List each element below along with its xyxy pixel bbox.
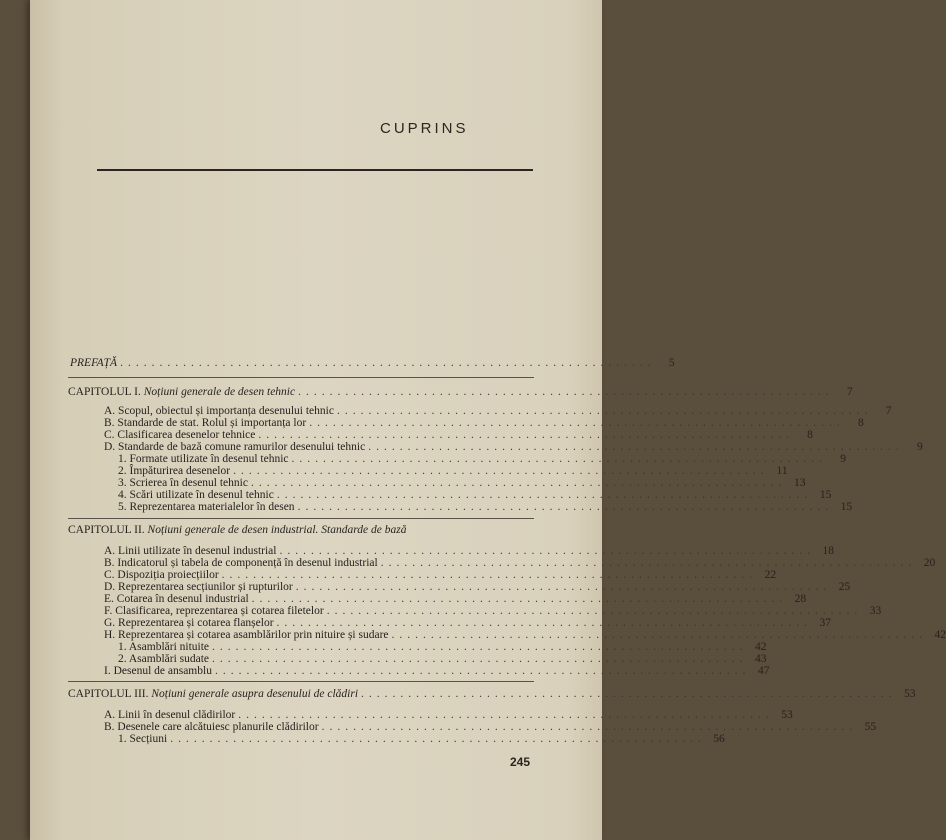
leader-dots: .................................................................... bbox=[291, 453, 828, 465]
toc-entry-title: I. Desenul de ansamblu bbox=[104, 665, 212, 677]
toc-chapter-label: CAPITOLUL I. bbox=[68, 386, 144, 398]
toc-entry bbox=[104, 569, 777, 581]
toc-entry bbox=[104, 721, 877, 733]
toc-entry-title: C. Clasificarea desenelor tehnice bbox=[104, 429, 256, 441]
toc-entry-title: D. Standarde de bază comune ramurilor desenului tehnic bbox=[104, 441, 366, 453]
leader-dots: .................................................................... bbox=[221, 569, 758, 581]
toc-page-number: 9 bbox=[840, 453, 847, 465]
leader-dots: .................................................................... bbox=[391, 629, 928, 641]
toc-entry-title: 3. Scrierea în desenul tehnic bbox=[118, 477, 248, 489]
toc-entry bbox=[68, 688, 916, 700]
page-title: CUPRINS bbox=[380, 120, 469, 137]
toc-entry-title: 1. Formate utilizate în desenul tehnic bbox=[118, 453, 289, 465]
toc-entry bbox=[118, 465, 788, 477]
toc-entry-title: A. Scopul, obiectul și importanța desenului tehnic bbox=[104, 405, 334, 417]
toc-entry bbox=[118, 489, 832, 501]
toc-entry bbox=[104, 429, 813, 441]
toc-page-number: 8 bbox=[807, 429, 813, 441]
toc-page-number: 25 bbox=[838, 581, 851, 593]
leader-dots: .................................................................... bbox=[212, 653, 748, 665]
toc-entry-title: 2. Asamblări sudate bbox=[118, 653, 210, 665]
leader-dots: .................................................................... bbox=[276, 489, 813, 501]
leader-dots: .................................................................... bbox=[170, 733, 706, 745]
toc-entry bbox=[104, 545, 834, 557]
toc-entry bbox=[104, 629, 946, 641]
toc-entry bbox=[70, 357, 675, 369]
toc-entry-title: 2. Împăturirea desenelor bbox=[118, 465, 231, 477]
leader-dots: .................................................................... bbox=[326, 605, 863, 617]
toc-chapter-title: Noțiuni generale asupra desenului de clădiri bbox=[151, 688, 359, 700]
leader-dots: .................................................................... bbox=[336, 405, 873, 417]
leader-dots: .................................................................... bbox=[251, 593, 788, 605]
leader-dots: .................................................................... bbox=[258, 429, 794, 441]
toc-page-number: 47 bbox=[757, 665, 770, 677]
toc-entry bbox=[118, 453, 847, 465]
leader-dots: .................................................................... bbox=[250, 477, 787, 489]
toc-page-number: 18 bbox=[822, 545, 834, 557]
leader-dots: .................................................................... bbox=[233, 465, 769, 477]
leader-dots: .................................................................... bbox=[214, 665, 751, 677]
toc-page-number: 7 bbox=[885, 405, 892, 417]
toc-page-number: 8 bbox=[857, 417, 864, 429]
toc-entry-title: 4. Scări utilizate în desenul tehnic bbox=[118, 489, 274, 501]
toc-page-number: 33 bbox=[869, 605, 882, 617]
toc-entry bbox=[118, 641, 767, 653]
toc-page-number: 13 bbox=[793, 477, 806, 489]
toc-chapter-label: CAPITOLUL III. bbox=[68, 688, 152, 700]
toc-entry-title: C. Dispoziția proiecțiilor bbox=[104, 569, 219, 581]
toc-entry bbox=[104, 417, 864, 429]
toc-entry-title: D. Reprezentarea secțiunilor și rupturilor bbox=[104, 581, 293, 593]
toc-page-number: 20 bbox=[923, 557, 936, 569]
toc-entry bbox=[104, 605, 882, 617]
toc-entry-title: H. Reprezentarea și cotarea asamblărilor prin nituire și sudare bbox=[104, 629, 389, 641]
toc-entry bbox=[104, 405, 892, 417]
toc-entry-title: F. Clasificarea, reprezentarea și cotarea filetelor bbox=[104, 605, 324, 617]
toc-entry bbox=[118, 477, 806, 489]
section-divider bbox=[68, 377, 534, 378]
toc-entry-title: A. Linii utilizate în desenul industrial bbox=[104, 545, 277, 557]
toc-page-number: 55 bbox=[864, 721, 877, 733]
toc-entry-title: 1. Secțiuni bbox=[118, 733, 168, 745]
leader-dots: .................................................................... bbox=[309, 417, 845, 429]
toc-entry-title: PREFAȚĂ bbox=[70, 357, 118, 369]
toc-entry bbox=[68, 386, 853, 398]
toc-entry bbox=[104, 665, 770, 677]
toc-entry bbox=[118, 653, 767, 665]
toc-entry bbox=[68, 524, 532, 536]
toc-page-number: 22 bbox=[764, 569, 777, 581]
toc-entry bbox=[104, 709, 793, 721]
toc-page-number: 15 bbox=[840, 501, 853, 513]
toc-page-number: 28 bbox=[794, 593, 807, 605]
leader-dots: .................................................................... bbox=[279, 545, 815, 557]
toc-chapter-title: Noțiuni generale de desen industrial. Standarde de bază bbox=[147, 524, 407, 536]
section-divider bbox=[68, 681, 534, 682]
leader-dots: .................................................................... bbox=[120, 357, 656, 369]
toc-entry-title: B. Standarde de stat. Rolul și importanța lor bbox=[104, 417, 307, 429]
toc-page-number: 42 bbox=[934, 629, 946, 641]
toc-page-number: 37 bbox=[819, 617, 832, 629]
toc-page-number: 53 bbox=[904, 688, 916, 700]
toc-entry-title: B. Desenele care alcătuiesc planurile clădirilor bbox=[104, 721, 319, 733]
toc-entry-title: E. Cotarea în desenul industrial bbox=[104, 593, 249, 605]
toc-chapter-title: Noțiuni generale de desen tehnic bbox=[143, 386, 296, 398]
toc-page-number: 56 bbox=[713, 733, 725, 745]
toc-entry bbox=[104, 581, 851, 593]
toc-entry bbox=[118, 733, 725, 745]
toc-page-number: 9 bbox=[916, 441, 923, 453]
section-divider bbox=[68, 518, 534, 519]
toc-page-number: 11 bbox=[776, 465, 788, 477]
toc-entry bbox=[118, 501, 853, 513]
toc-entry bbox=[104, 441, 923, 453]
toc-entry bbox=[104, 617, 832, 629]
leader-dots: .................................................................... bbox=[361, 688, 897, 700]
toc-entry-title: B. Indicatorul și tabela de componență în desenul industrial bbox=[104, 557, 378, 569]
leader-dots: .................................................................... bbox=[298, 386, 834, 398]
leader-dots: .................................................................... bbox=[380, 557, 917, 569]
toc-page-number: 53 bbox=[781, 709, 793, 721]
toc-entry-title: 5. Reprezentarea materialelor în desen bbox=[118, 501, 295, 513]
leader-dots: .................................................................... bbox=[368, 441, 904, 453]
toc-page-number: 5 bbox=[668, 357, 675, 369]
toc-page-number: 15 bbox=[819, 489, 832, 501]
toc-entry bbox=[104, 557, 936, 569]
toc-page-number: 42 bbox=[755, 641, 767, 653]
toc-page-number: 43 bbox=[755, 653, 767, 665]
toc-entry-title: G. Reprezentarea și cotarea flanșelor bbox=[104, 617, 274, 629]
toc-entry-title: 1. Asamblări nituite bbox=[118, 641, 210, 653]
toc-entry bbox=[104, 593, 807, 605]
page-folio-number: 245 bbox=[510, 755, 531, 769]
leader-dots: .................................................................... bbox=[297, 501, 834, 513]
leader-dots: .................................................................... bbox=[238, 709, 774, 721]
leader-dots: .................................................................... bbox=[295, 581, 832, 593]
toc-entry-title: A. Linii în desenul clădirilor bbox=[104, 709, 236, 721]
leader-dots: .................................................................... bbox=[276, 617, 813, 629]
leader-dots: .................................................................... bbox=[212, 641, 748, 653]
leader-dots: .................................................................... bbox=[321, 721, 858, 733]
toc-page-number: 7 bbox=[846, 386, 853, 398]
toc-chapter-label: CAPITOLUL II. bbox=[68, 524, 148, 536]
